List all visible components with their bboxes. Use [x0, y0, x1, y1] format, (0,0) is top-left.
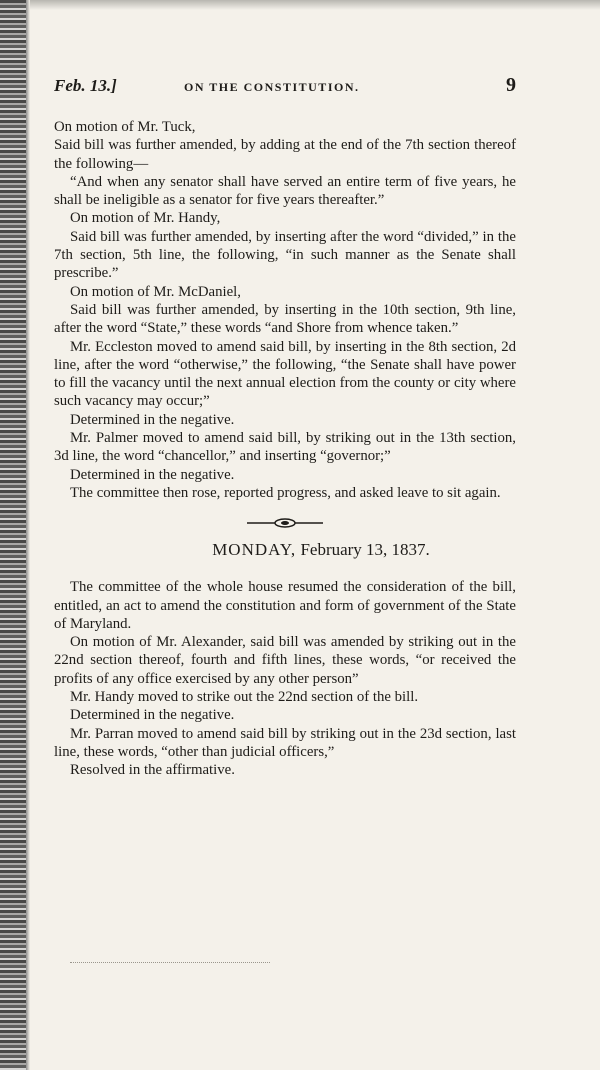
header-date: Feb. 13.] [54, 76, 117, 95]
paragraph: Mr. Palmer moved to amend said bill, by striking out in the 13th section, 3d line, the word “chancellor,” and inserting “governor;” [54, 430, 516, 465]
paragraph: On motion of Mr. Alexander, said bill was amended by striking out in the 22nd section thereof, fourth and fifth lines, these words, “or received the profits of any office exercised by any other person” [54, 634, 516, 687]
date-day: MONDAY, [212, 540, 297, 560]
paragraph: Said bill was further amended, by inserting in the 10th section, 9th line, after the word “State,” these words “and Shore from whence taken.” [54, 301, 516, 337]
date-rest: February 13, 1837. [300, 540, 430, 560]
print-smudge [70, 958, 270, 963]
page-number: 9 [506, 74, 516, 96]
binding-spine [0, 0, 26, 1070]
paragraph: Determined in the negative. [70, 411, 235, 428]
paragraph: Said bill was further amended, by adding at the end of the 7th section thereof the following— [54, 137, 516, 172]
body-text-first [54, 118, 516, 502]
header-title: ON THE CONSTITUTION. [184, 80, 360, 94]
date-heading [54, 540, 516, 560]
document-page [54, 76, 516, 780]
binding-shadow [26, 0, 30, 1070]
paragraph: The committee of the whole house resumed the consideration of the bill, entitled, an act to amend the constitution and form of government of the State of Maryland. [54, 579, 516, 632]
paragraph: Mr. Eccleston moved to amend said bill, by inserting in the 8th section, 2d line, after the word “otherwise,” the following, “the Senate shall have power to fill the vacancy until the next annual election from the county or city where such vacancy may occur;” [54, 338, 516, 410]
paragraph: “And when any senator shall have served an entire term of five years, he shall be ineligible as a senator for five years thereafter.” [54, 173, 516, 209]
paragraph: Mr. Parran moved to amend said bill by striking out in the 23d section, last line, these words, “other than judicial officers,” [54, 725, 516, 760]
paragraph: Said bill was further amended, by inserting after the word “divided,” in the 7th section, 5th line, the following, “in such manner as the Senate shall prescribe.” [54, 228, 516, 282]
paragraph: On motion of Mr. Tuck, [54, 119, 196, 135]
running-header [54, 76, 516, 104]
paragraph: The committee then rose, reported progress, and asked leave to sit again. [70, 484, 501, 501]
paragraph: Determined in the negative. [70, 466, 235, 483]
paragraph: On motion of Mr. Handy, [70, 210, 221, 227]
page-top-shadow [26, 0, 600, 10]
paragraph: Determined in the negative. [70, 707, 235, 724]
body-text-second [54, 578, 516, 779]
paragraph: On motion of Mr. McDaniel, [70, 283, 241, 300]
ornament-rule-icon [245, 517, 325, 529]
section-ornament [54, 516, 516, 530]
paragraph: Resolved in the affirmative. [70, 762, 235, 779]
paragraph: Mr. Handy moved to strike out the 22nd section of the bill. [70, 689, 419, 706]
